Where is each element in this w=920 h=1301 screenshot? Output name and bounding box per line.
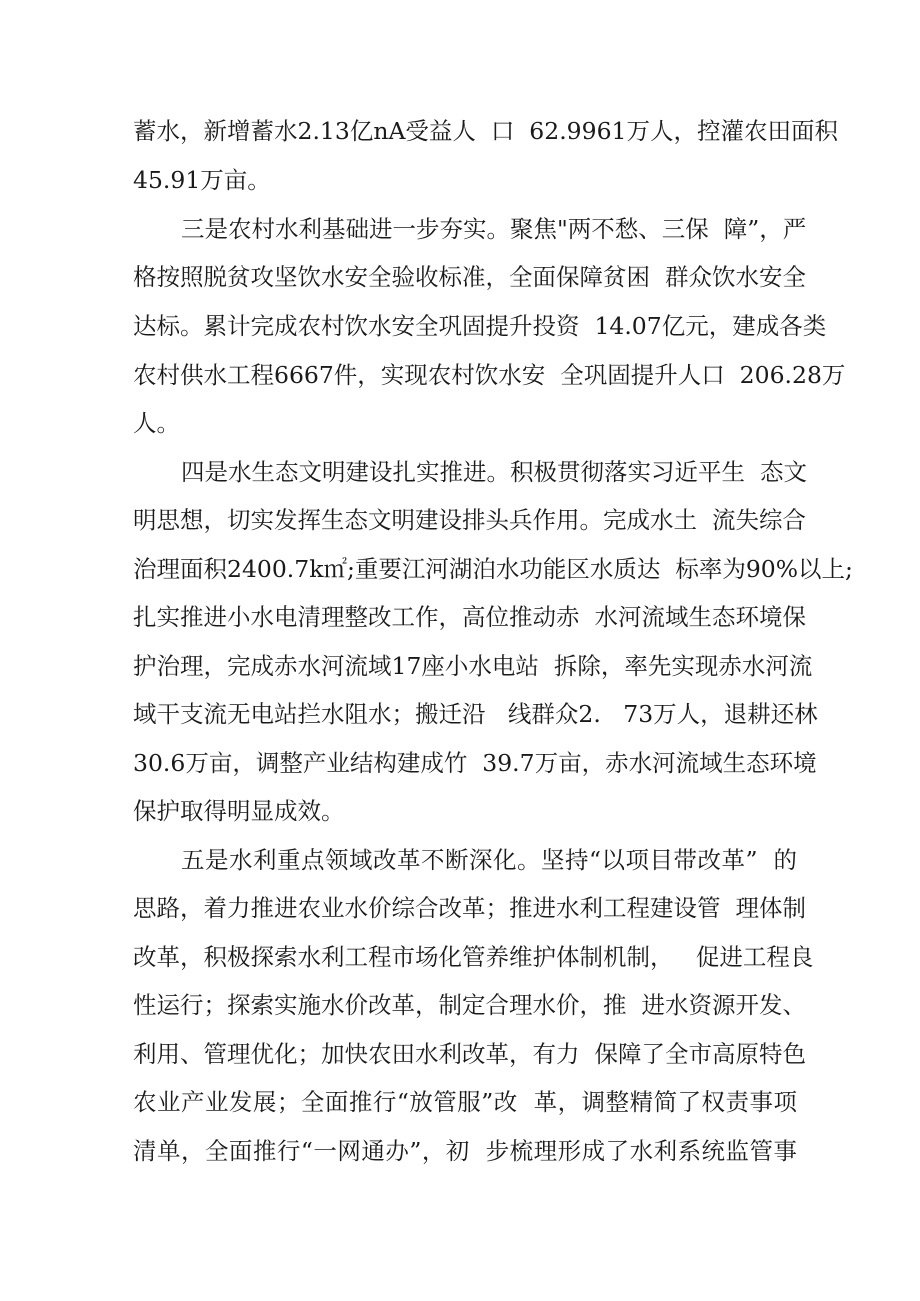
text-line: 农业产业发展；全面推行“放管服”改 革，调整精简了权责事项 — [133, 1088, 797, 1116]
paragraph-3-first-line: 三是农村水利基础进一步夯实。聚焦"两不愁、三保 障”，严 — [181, 215, 807, 243]
text-line: 治理面积2400.7k㎡;重要江河湖泊水功能区水质达 标率为90%以上; — [133, 555, 853, 583]
text-line: 清单，全面推行“一网通办”，初 步梳理形成了水利系统监管事 — [133, 1137, 797, 1165]
text-line: 人。 — [133, 409, 180, 437]
text-line: 格按照脱贫攻坚饮水安全验收标准，全面保障贫困 群众饮水安全 — [133, 263, 806, 291]
text-line: 域干支流无电站拦水阻水；搬迁沿 线群众2. 73万人，退耕还林 — [133, 700, 818, 728]
text-line: 扎实推进小水电清理整改工作，高位推动赤 水河流域生态环境保 — [133, 603, 806, 631]
text-line: 思路，着力推进农业水价综合改革；推进水利工程建设管 理体制 — [133, 894, 806, 922]
paragraph-4-first-line: 四是水生态文明建设扎实推进。积极贯彻落实习近平生 态文 — [181, 458, 807, 486]
text-line: 农村供水工程6667件，实现农村饮水安 全巩固提升人口 206.28万 — [133, 361, 846, 389]
text-line: 护治理，完成赤水河流域17座小水电站 拆除，率先实现赤水河流 — [133, 652, 813, 680]
text-line: 30.6万亩，调整产业结构建成竹 39.7万亩，赤水河流域生态环境 — [133, 749, 817, 777]
text-line: 明思想，切实发挥生态文明建设排头兵作用。完成水土 流失综合 — [133, 506, 806, 534]
text-line: 改革，积极探索水利工程市场化管养维护体制机制， 促进工程良 — [133, 943, 814, 971]
text-line: 蓄水，新增蓄水2.13亿nA受益人 口 62.9961万人，控灌农田面积 — [133, 117, 838, 145]
text-line: 保护取得明显成效。 — [133, 797, 345, 825]
text-line: 达标。累计完成农村饮水安全巩固提升投资 14.07亿元，建成各类 — [133, 312, 827, 340]
paragraph-5-first-line: 五是水利重点领域改革不断深化。坚持“以项目带改革” 的 — [181, 846, 797, 874]
text-line: 45.91万亩。 — [133, 166, 271, 194]
text-line: 利用、管理优化；加快农田水利改革，有力 保障了全市高原特色 — [133, 1040, 806, 1068]
text-line: 性运行；探索实施水价改革，制定合理水价，推 进水资源开发、 — [133, 991, 806, 1019]
